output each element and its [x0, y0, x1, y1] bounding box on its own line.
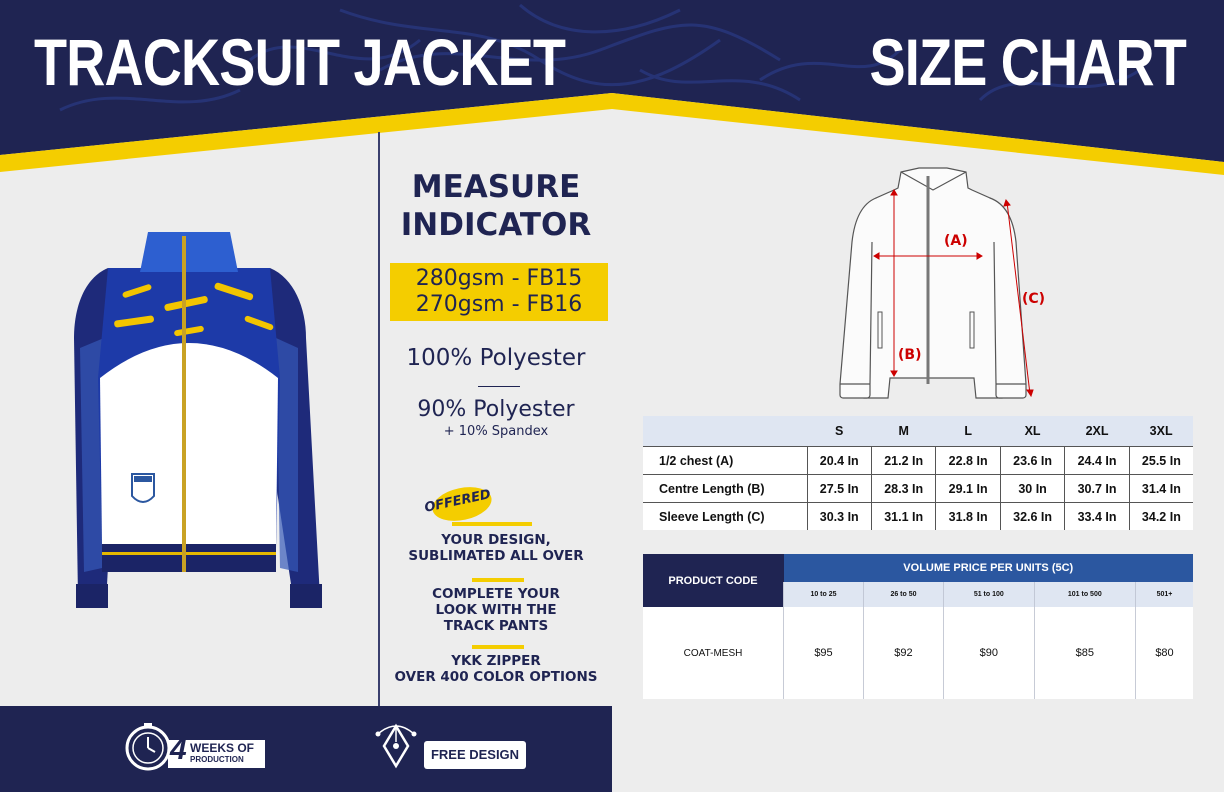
table-cell: 27.5 In [807, 475, 871, 503]
material-90-polyester: 90% Polyester [417, 397, 575, 422]
table-cell: 31.8 In [936, 503, 1000, 531]
table-cell: 30 In [1000, 475, 1064, 503]
feature-2-line-1: COMPLETE YOUR [432, 586, 560, 602]
offered-badge-text: OFFERED [423, 487, 493, 516]
table-row [643, 503, 1193, 531]
product-code-header: PRODUCT CODE [643, 554, 784, 607]
table-cell: 29.1 In [936, 475, 1000, 503]
label-c: (C) [1022, 291, 1046, 307]
size-chart-title: SIZE CHART [869, 25, 1186, 99]
price-cell: $80 [1136, 607, 1194, 699]
size-header-m: M [871, 416, 935, 447]
gsm-line-1: 280gsm - FB15 [415, 266, 583, 291]
feature-3-line-1: YKK ZIPPER [451, 653, 541, 669]
feature-2-line-2: LOOK WITH THE [435, 602, 557, 618]
table-row [643, 607, 1193, 699]
volume-price-header: VOLUME PRICE PER UNITS (5C) [784, 554, 1194, 582]
fabric-weight-box [390, 263, 608, 321]
material-divider [478, 386, 520, 387]
material-spandex: + 10% Spandex [443, 424, 549, 439]
table-cell: 20.4 In [807, 447, 871, 475]
table-cell: 31.1 In [871, 503, 935, 531]
weeks-line-1: WEEKS OF [190, 741, 255, 755]
price-cell: $95 [784, 607, 864, 699]
feature-divider-2 [472, 645, 524, 649]
table-cell: 30.7 In [1065, 475, 1129, 503]
range-header: 101 to 500 [1034, 582, 1135, 607]
table-cell: 32.6 In [1000, 503, 1064, 531]
table-cell: 33.4 In [1065, 503, 1129, 531]
price-table [643, 554, 1193, 699]
table-row [643, 475, 1193, 503]
size-header-row [643, 416, 1193, 447]
weeks-line-2: PRODUCTION [190, 755, 244, 764]
material-100-polyester: 100% Polyester [406, 345, 586, 371]
size-header-2xl: 2XL [1065, 416, 1129, 447]
size-header-l: L [936, 416, 1000, 447]
feature-divider-1 [472, 578, 524, 582]
range-header: 26 to 50 [863, 582, 943, 607]
table-cell: 34.2 In [1129, 503, 1193, 531]
weeks-number: 4 [170, 733, 187, 766]
measure-heading-line1: MEASURE [411, 169, 581, 205]
page-title: TRACKSUIT JACKET [34, 25, 566, 99]
table-cell: 21.2 In [871, 447, 935, 475]
gsm-line-2: 270gsm - FB16 [415, 292, 583, 317]
feature-track-pants [380, 586, 612, 634]
row-label-centre-length: Centre Length (B) [643, 475, 807, 503]
measure-indicator-heading [380, 168, 612, 244]
feature-ykk-zipper [380, 653, 612, 685]
price-cell: $85 [1034, 607, 1135, 699]
feature-3-line-2: OVER 400 COLOR OPTIONS [394, 669, 598, 685]
size-header-blank [643, 416, 807, 447]
jacket-image [44, 228, 334, 612]
feature-1-line-1: YOUR DESIGN, [441, 532, 551, 548]
table-cell: 25.5 In [1129, 447, 1193, 475]
price-cell: $92 [863, 607, 943, 699]
row-label-sleeve-length: Sleeve Length (C) [643, 503, 807, 531]
product-code: COAT-MESH [643, 607, 784, 699]
feature-1-line-2: SUBLIMATED ALL OVER [408, 548, 584, 564]
range-header: 501+ [1136, 582, 1194, 607]
price-header-row [643, 554, 1193, 582]
label-b: (B) [898, 347, 922, 363]
table-cell: 24.4 In [1065, 447, 1129, 475]
size-header-xl: XL [1000, 416, 1064, 447]
table-cell: 23.6 In [1000, 447, 1064, 475]
row-label-chest: 1/2 chest (A) [643, 447, 807, 475]
pen-tool-icon [374, 718, 430, 774]
range-header: 51 to 100 [943, 582, 1034, 607]
price-cell: $90 [943, 607, 1034, 699]
table-row [643, 447, 1193, 475]
feature-custom-design [380, 532, 612, 564]
measure-heading-line2: INDICATOR [400, 207, 592, 243]
size-table [643, 416, 1193, 530]
free-design-label: FREE DESIGN [430, 747, 520, 762]
size-header-s: S [807, 416, 871, 447]
table-cell: 22.8 In [936, 447, 1000, 475]
range-header: 10 to 25 [784, 582, 864, 607]
table-cell: 30.3 In [807, 503, 871, 531]
label-a: (A) [944, 233, 968, 249]
table-cell: 31.4 In [1129, 475, 1193, 503]
feature-2-line-3: TRACK PANTS [443, 618, 549, 634]
table-cell: 28.3 In [871, 475, 935, 503]
measurement-diagram [826, 162, 1056, 414]
size-header-3xl: 3XL [1129, 416, 1193, 447]
